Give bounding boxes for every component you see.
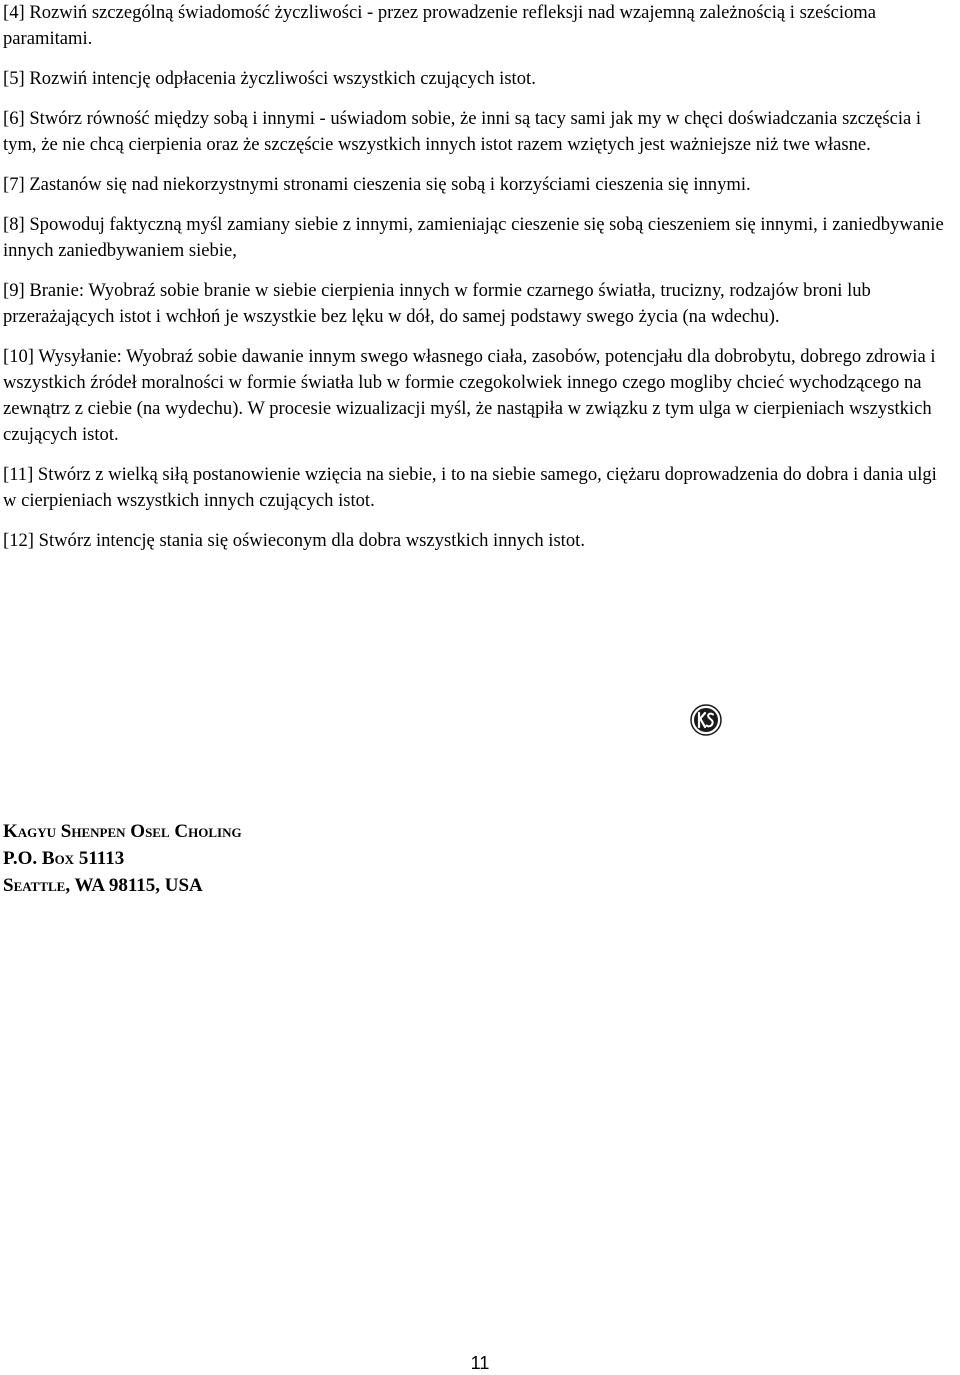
document-body — [3, 0, 953, 554]
step-paragraph-5: [5] Rozwiń intencję odpłacenia życzliwości wszystkich czujących istot. — [3, 68, 536, 89]
step-paragraph-6: [6] Stwórz równość między sobą i innymi - uświadom sobie, że inni są tacy sami jak my w chęci doświadczania szczęścia i tym, że nie chcą cierpienia oraz że szczęście wszystkich innych istot razem wziętych jest ważniejsze niż twe własne. — [3, 108, 922, 155]
step-paragraph-12: [12] Stwórz intencję stania się oświeconym dla dobra wszystkich innych istot. — [3, 530, 585, 551]
address-block — [3, 818, 242, 899]
step-paragraph-8: [8] Spowoduj faktyczną myśl zamiany siebie z innymi, zamieniając cieszenie się sobą cieszeniem się innymi, i zaniedbywanie innych zaniedbywaniem siebie, — [3, 214, 944, 261]
ksoc-emblem-icon — [690, 704, 722, 736]
page-number: 11 — [470, 1353, 490, 1373]
step-paragraph-7: [7] Zastanów się nad niekorzystnymi stronami cieszenia się sobą i korzyściami cieszenia się innymi. — [3, 174, 751, 195]
po-box-line — [3, 845, 242, 872]
step-paragraph-4: [4] Rozwiń szczególną świadomość życzliwości - przez prowadzenie refleksji nad wzajemną zależnością i sześcioma paramitami. — [3, 2, 877, 49]
step-paragraph-9: [9] Branie: Wyobraź sobie branie w siebie cierpienia innych w formie czarnego światła, trucizny, rodzajów broni lub przerażających istot i wchłoń je wszystkie bez lęku w dół, do samej podstawy swego życia (na wdechu). — [3, 280, 871, 327]
city-state-zip: Seattle, WA 98115, USA — [3, 875, 203, 896]
step-paragraph-11: [11] Stwórz z wielką siłą postanowienie wzięcia na siebie, i to na siebie samego, ciężaru doprowadzenia do dobra i dania ulgi w cierpieniach wszystkich innych czujących istot. — [3, 464, 937, 511]
po-box-text: P.O. Box 51113 — [3, 848, 125, 869]
step-paragraph-10: [10] Wysyłanie: Wyobraź sobie dawanie innym swego własnego ciała, zasobów, potencjału dla dobrobytu, dobrego zdrowia i wszystkich źródeł moralności w formie światła lub w formie czegokolwiek innego czego mogliby chcieć wychodzącego na zewnątrz z ciebie (na wydechu). W procesie wizualizacji myśl, że nastąpiła w związku z tym ulga w cierpieniach wszystkich czujących istot. — [3, 346, 936, 445]
organization-name: Kagyu Shenpen Osel Choling — [3, 821, 242, 842]
